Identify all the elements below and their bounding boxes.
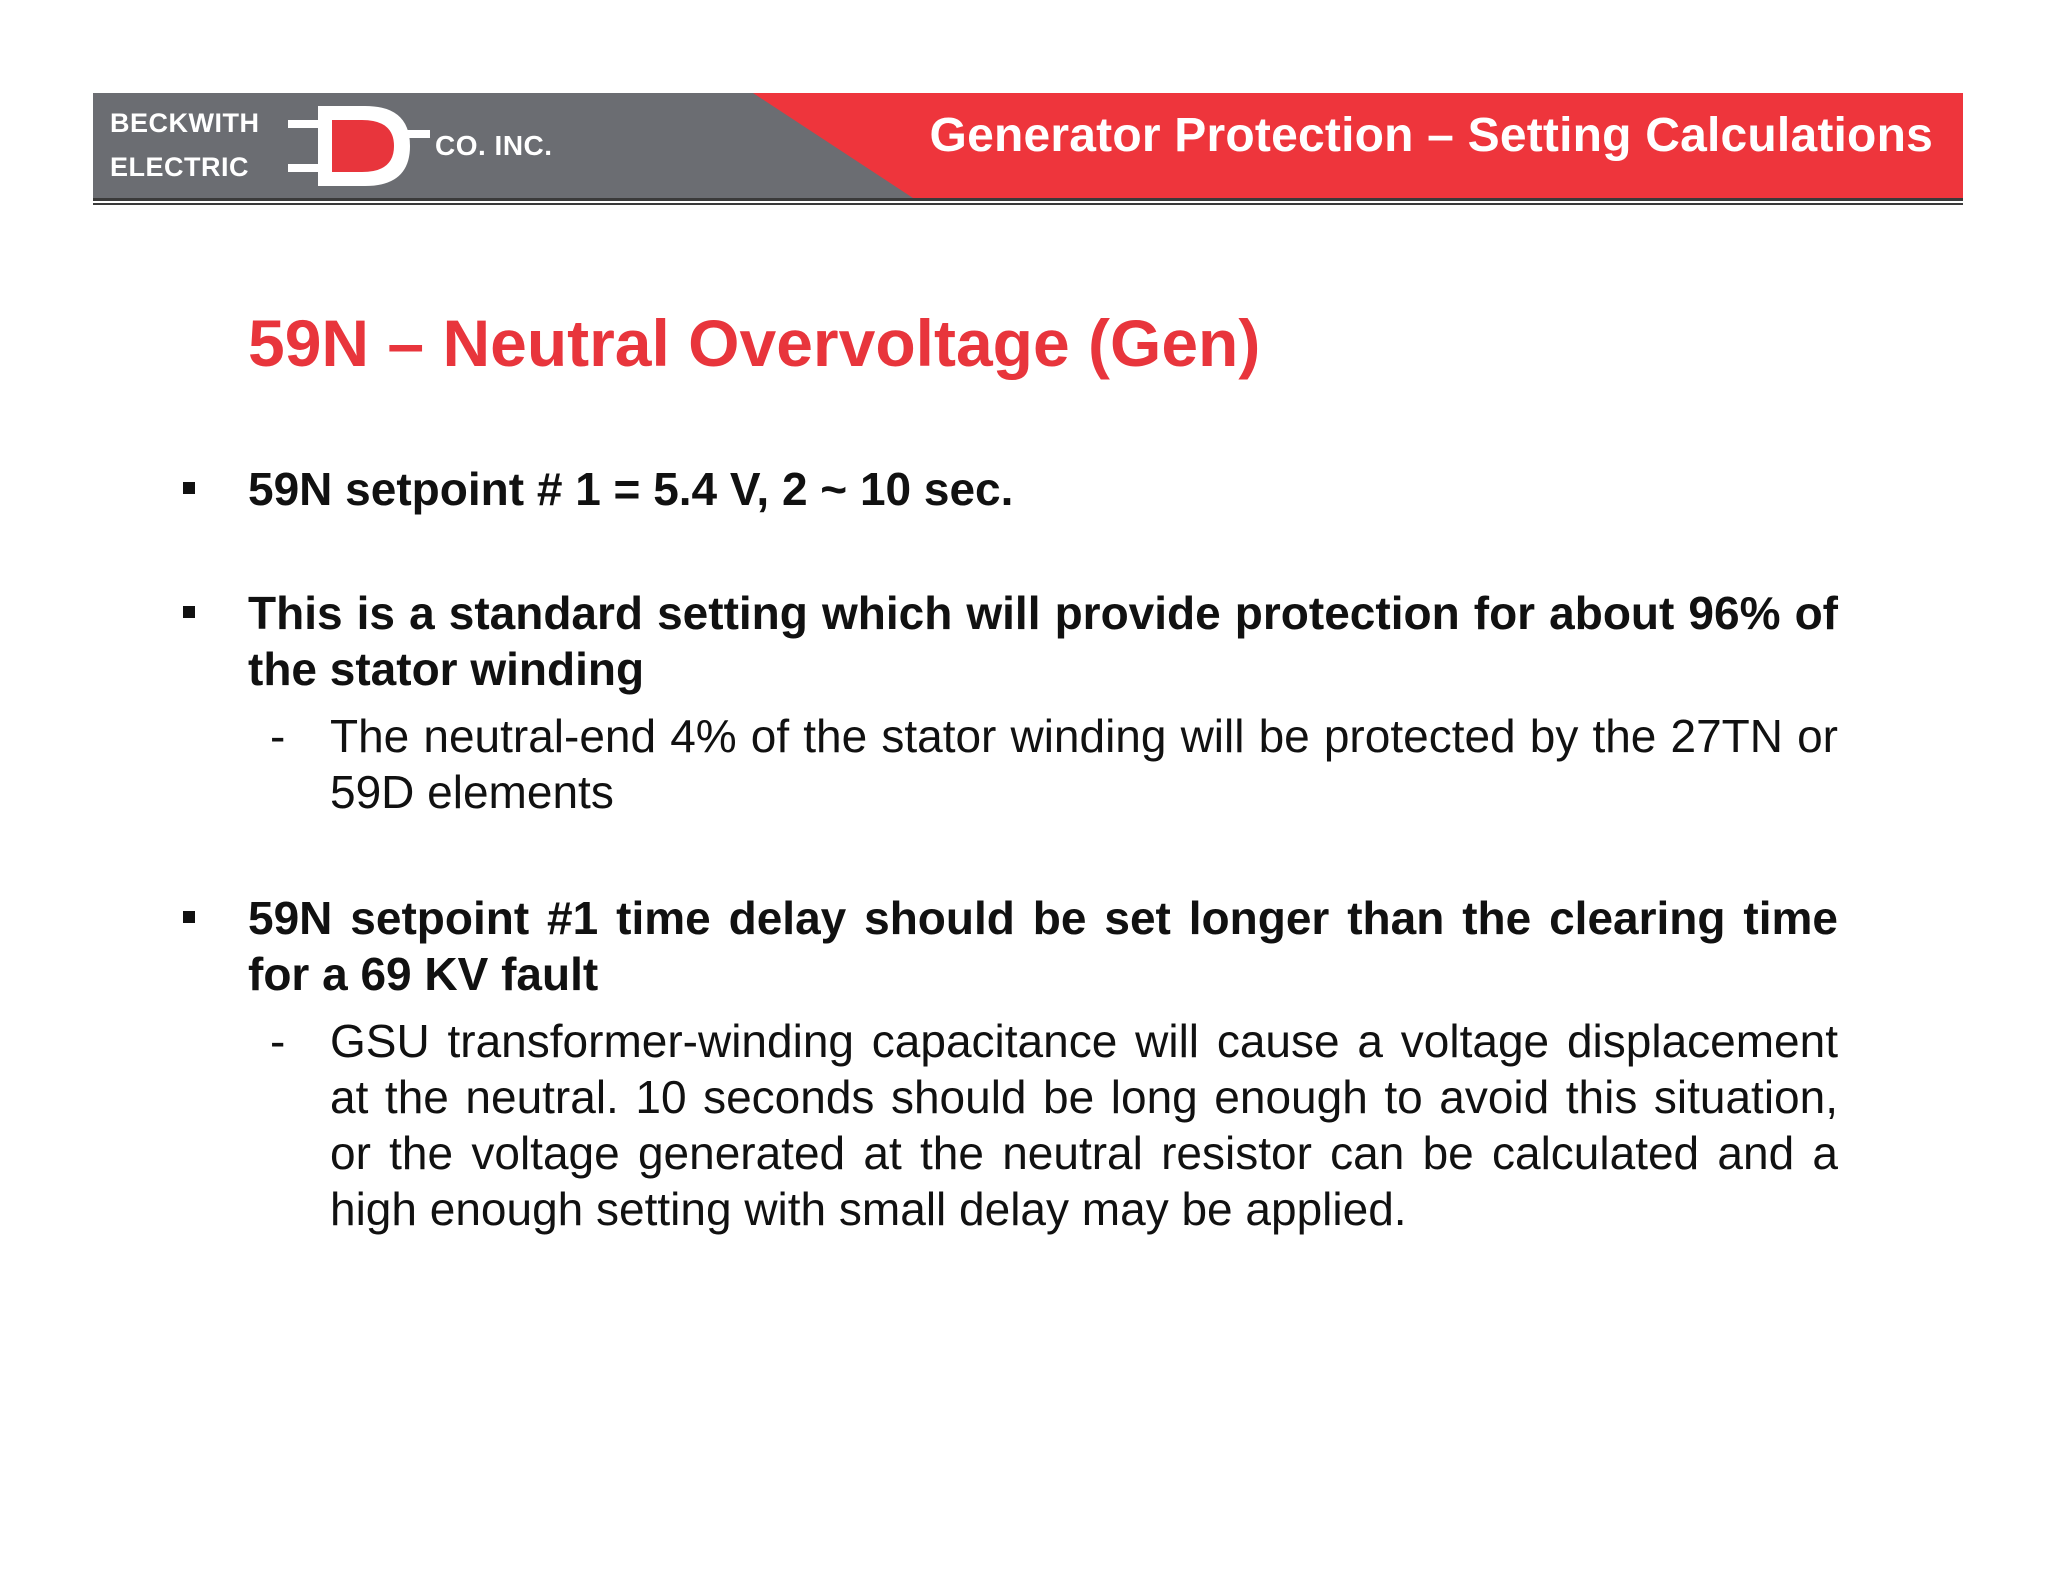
header-rule [93,198,1963,201]
bullet-square-icon [183,606,195,618]
logo-text-beckwith: BECKWITH [110,108,260,138]
sub-bullet-dash: - [270,710,286,762]
slide-title: 59N – Neutral Overvoltage (Gen) [248,306,1261,380]
header-rule [93,203,1963,205]
sub-bullet-item: The neutral-end 4% of the stator winding will be protected by the 27TN or 59D elements [330,710,1838,818]
header-title: Generator Protection – Setting Calculations [929,109,1933,162]
bullet-item: 59N setpoint #1 time delay should be set longer than the clearing time for a 69 KV fault [248,892,1838,1000]
bullet-item: This is a standard setting which will provide protection for about 96% of the stator winding [248,587,1838,695]
sub-bullet-dash: - [270,1015,286,1067]
sub-bullet-item: GSU transformer-winding capacitance will cause a voltage displacement at the neutral. 10 seconds should be long enough to avoid this situation, or the voltage generated at the neutral resistor can be calculated and a high enough setting with small delay may be applied. [330,1015,1838,1235]
logo-text-electric: ELECTRIC [110,152,249,182]
bullet-item: 59N setpoint # 1 = 5.4 V, 2 ~ 10 sec. [248,463,1014,515]
bullet-square-icon [183,482,195,494]
company-logo [110,100,580,190]
bullet-square-icon [183,911,195,923]
logo-text-co-inc: CO. INC. [435,130,553,161]
